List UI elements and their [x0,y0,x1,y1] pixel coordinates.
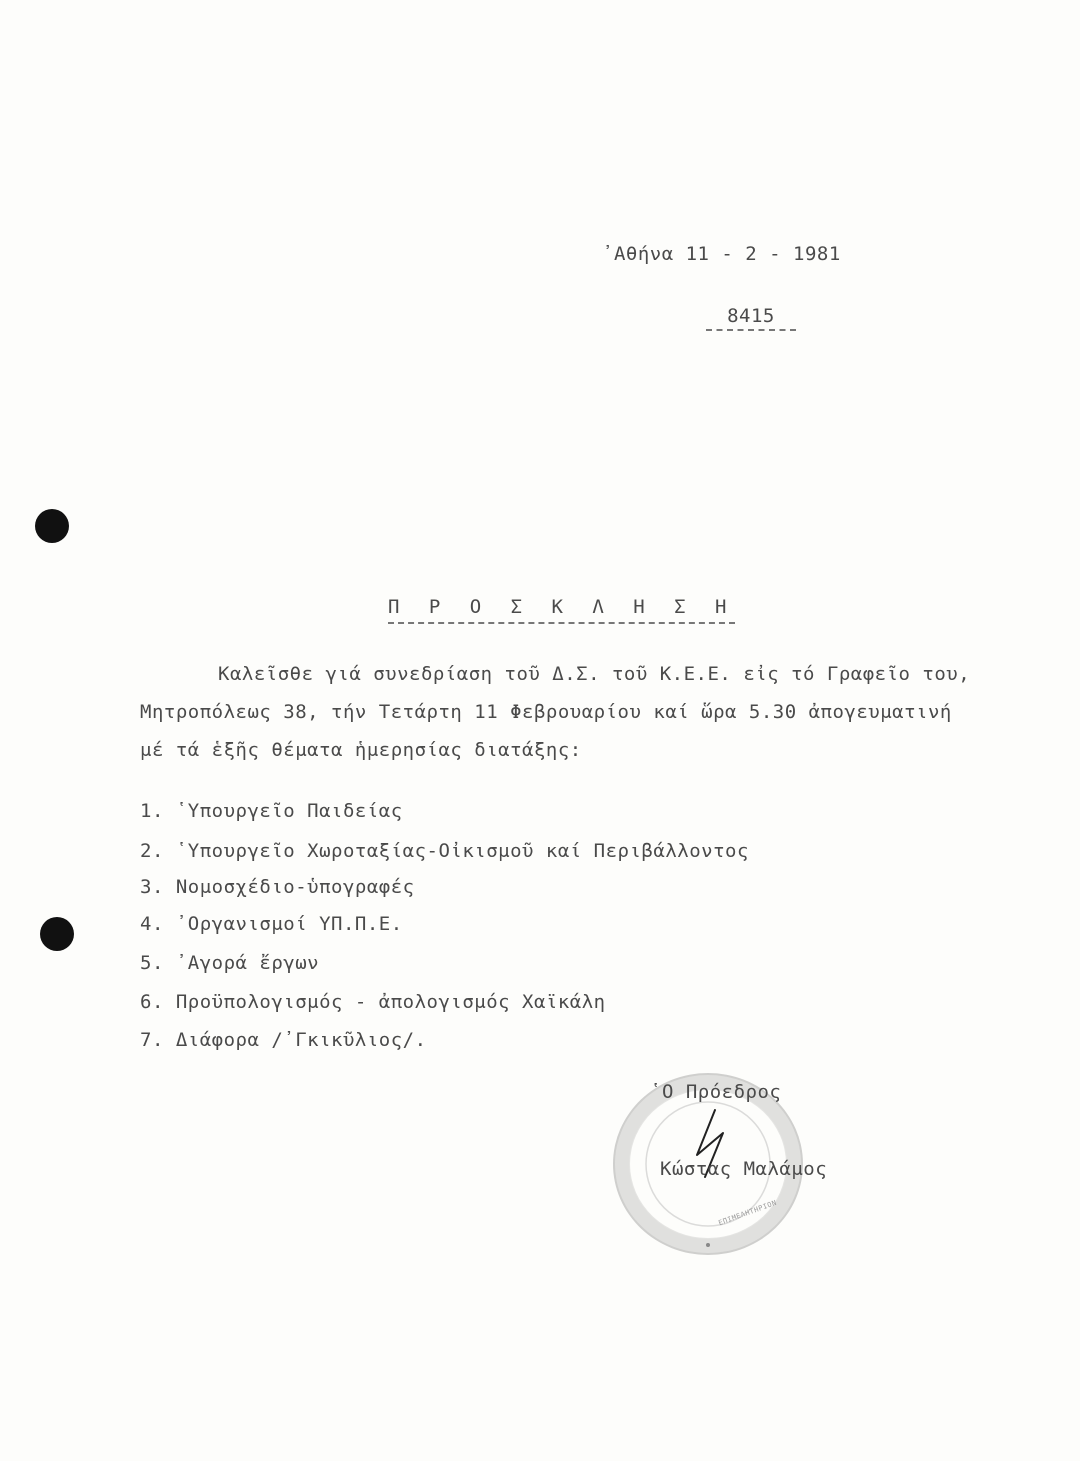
agenda-item: 1. ῾Υπουργεῖο Παιδείας [140,800,403,822]
agenda-item: 5. ᾿Αγορά ἔργων [140,952,320,974]
document-title: Π Ρ Ο Σ Κ Λ Η Σ Η [388,596,735,624]
place-date: ᾿Αθήνα 11 - 2 - 1981 [602,243,841,265]
signatory-role: ῾Ο Πρόεδρος [650,1081,782,1103]
agenda-item: 3. Νομοσχέδιο-ὑπογραφές [140,876,415,898]
punch-hole-bottom [40,917,74,951]
agenda-item: 6. Προϋπολογισμός - ἀπολογισμός Χαϊκάλη [140,991,606,1013]
body-line-3: μέ τά ἑξῆς θέματα ἡμερησίας διατάξης: [140,739,582,761]
reference-number: 8415 [706,305,796,331]
body-line-1: Καλεῖσθε γιά συνεδρίαση τοῦ Δ.Σ. τοῦ Κ.Ε.Ε. εἰς τό Γραφεῖο του, [218,663,971,685]
agenda-item: 2. ῾Υπουργεῖο Χωροταξίας-Οἰκισμοῦ καί Περιβάλλοντος [140,840,749,862]
punch-hole-top [35,509,69,543]
seal-text: ΕΠΙΜΕΛΗΤΗΡΙΟΝ [717,1198,778,1228]
body-line-2: Μητροπόλεως 38, τήν Τετάρτη 11 Φεβρουαρίου καί ὥρα 5.30 ἀπογευματινή [140,701,952,723]
agenda-item: 7. Διάφορα /᾿Γκικῦλιος/. [140,1029,427,1051]
signatory-name: Κώστας Μαλάμος [660,1158,828,1180]
agenda-item: 4. ᾿Οργανισμοί ΥΠ.Π.Ε. [140,913,403,935]
